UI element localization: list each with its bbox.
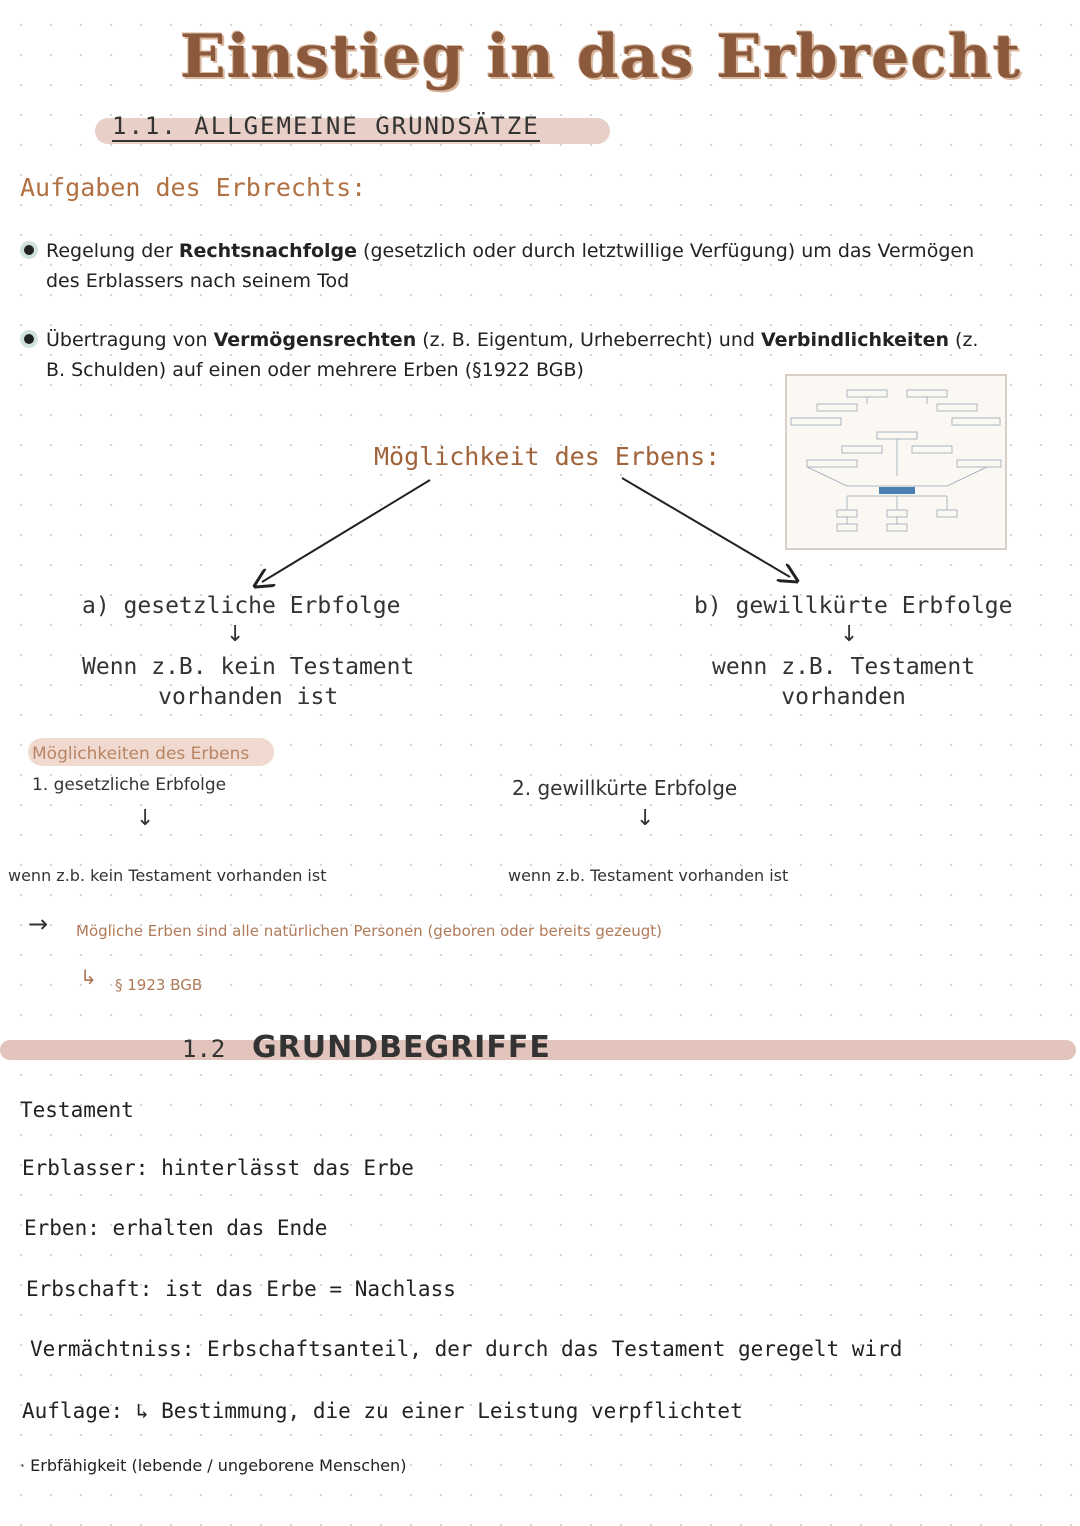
branch-b-note-line: vorhanden <box>781 684 906 710</box>
branch-b-title: b) gewillkürte Erbfolge <box>694 593 1013 619</box>
bullet-text: Übertragung von <box>46 329 214 351</box>
term-erbschaft: Erbschaft: ist das Erbe = Nachlass <box>26 1277 456 1301</box>
branch-a-note-line: vorhanden ist <box>158 684 339 710</box>
list-item-gesetzlich: 1. gesetzliche Erbfolge <box>32 775 227 795</box>
term-vermaechtnis: Vermächtniss: Erbschaftsanteil, der durch das Testament geregelt wird <box>30 1337 903 1361</box>
section-number: 1.2 <box>182 1035 226 1063</box>
right-branch-arrow <box>622 478 790 577</box>
term-auflage-text: Bestimmung, die zu einer Leistung verpflichtet <box>161 1399 743 1423</box>
down-arrow-icon: ↓ <box>636 806 655 831</box>
bullet-text: (z. B. Eigentum, Urheberrecht) und <box>416 329 761 351</box>
branch-a-note <box>82 652 414 712</box>
term-erblasser: Erblasser: hinterlässt das Erbe <box>22 1156 414 1180</box>
branch-b-note <box>712 652 975 712</box>
hook-arrow-icon: ↳ <box>80 965 97 989</box>
down-arrow-icon: ↓ <box>840 622 859 647</box>
section-heading: 1.1. ALLGEMEINE GRUNDSÄTZE <box>112 112 540 140</box>
list-item-gewillkuert: 2. gewillkürte Erbfolge <box>512 776 738 800</box>
term-testament: Testament <box>20 1098 134 1122</box>
branch-arrows <box>0 0 1080 600</box>
term-auflage-label: Auflage: <box>22 1399 124 1423</box>
hook-arrow-icon: ↳ <box>135 1399 149 1423</box>
aufgaben-label: Aufgaben des Erbrechts: <box>20 173 367 202</box>
term-erbfaehigkeit: · Erbfähigkeit (lebende / ungeborene Menschen) <box>20 1456 407 1475</box>
term-erben: Erben: erhalten das Ende <box>24 1216 328 1240</box>
bullet-bold-term: Verbindlichkeiten <box>761 329 949 351</box>
paragraph-reference: § 1923 BGB <box>115 976 203 994</box>
condition-text-1: wenn z.b. kein Testament vorhanden ist <box>8 866 327 885</box>
branch-b-note-line: wenn z.B. Testament <box>712 654 976 680</box>
bullet-bold-term: Vermögensrechten <box>213 329 417 351</box>
diagram-label: Möglichkeit des Erbens: <box>374 442 721 471</box>
branch-a-note-line: Wenn z.B. kein Testament <box>82 654 415 680</box>
left-branch-arrow <box>262 480 430 582</box>
down-arrow-icon: ↓ <box>136 806 155 831</box>
term-auflage <box>22 1399 743 1423</box>
bullet-text: (z. B. Schulden) auf einen oder mehrere Erben (§1922 BGB) <box>46 329 979 381</box>
right-arrow-icon: → <box>28 910 49 938</box>
condition-text-2: wenn z.b. Testament vorhanden ist <box>508 866 789 885</box>
page-title: Einstieg in das Erbrecht <box>180 22 1022 92</box>
down-arrow-icon: ↓ <box>226 622 245 647</box>
section-heading: GRUNDBEGRIFFE <box>252 1030 551 1065</box>
bullet-bold-term: Rechtsnachfolge <box>178 240 358 262</box>
bullet-text: Regelung der <box>46 240 179 262</box>
subheading-label: Möglichkeiten des Erbens <box>32 744 250 764</box>
moegliche-erben-text: Mögliche Erben sind alle natürlichen Personen (geboren oder bereits gezeugt) <box>76 922 663 940</box>
branch-a-title: a) gesetzliche Erbfolge <box>82 593 401 619</box>
bullet-text: (gesetzlich oder durch letztwillige Verfügung) um das Vermögen des Erblassers nach seinem Tod <box>46 240 975 292</box>
